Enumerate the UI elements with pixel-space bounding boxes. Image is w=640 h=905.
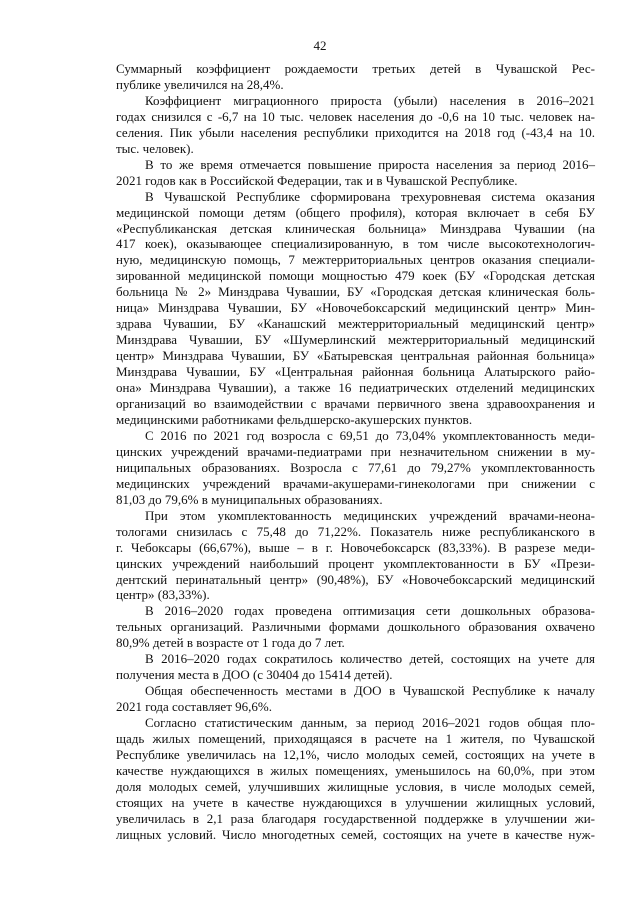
page-number: 42 xyxy=(313,38,327,53)
text-line: 417 коек), оказывающее специализированную, в том числе высокотехнологич- xyxy=(116,236,595,252)
paragraph xyxy=(116,715,595,843)
text-line: ную, медицинскую помощь, 7 межтерриториальных центров оказания специали- xyxy=(116,252,595,268)
text-line: 2021 годов как в Российской Федерации, так и в Чувашской Республике. xyxy=(116,172,518,188)
paragraph xyxy=(116,61,595,93)
paragraph xyxy=(116,508,595,604)
text-line: стоящих на учете в качестве нуждающихся в улучшении жилищных условий, xyxy=(116,794,595,810)
text-line: В то же время отмечается повышение прироста населения за период 2016– xyxy=(145,156,595,172)
document-body xyxy=(116,61,595,843)
text-line: тыс. человек). xyxy=(116,140,194,156)
text-line: здрава Чувашии, БУ «Канашский межтерриториальный медицинский центр» xyxy=(116,316,595,332)
text-line: В 2016–2020 годах проведена оптимизация сети дошкольных образова- xyxy=(145,603,595,619)
text-line: центр» Минздрава Чувашии, БУ «Батыревская центральная районная больница» xyxy=(116,348,595,364)
text-line: Общая обеспеченность местами в ДОО в Чувашской Республике к началу xyxy=(145,683,595,699)
paragraph xyxy=(116,157,595,189)
text-line: Минздрава Чувашии, БУ «Центральная районная больница Алатырского райо- xyxy=(116,364,595,380)
text-line: ница» Минздрава Чувашии, БУ «Новочебоксарский медицинский центр» Мин- xyxy=(116,300,595,316)
text-line: тельных организаций. Различными формами дошкольного образования охвачено xyxy=(116,619,595,635)
text-line: организаций во взаимодействии с врачами первичного звена здравоохранения и xyxy=(116,396,595,412)
text-line: тологами снизилась с 75,48 до 71,22%. Показатель ниже республиканского в xyxy=(116,523,595,539)
text-line: Согласно статистическим данным, за период 2016–2021 годов общая пло- xyxy=(145,715,595,731)
text-line: Суммарный коэффициент рождаемости третьих детей в Чувашской Рес- xyxy=(116,61,595,76)
text-line: медицинскими работниками фельдшерско-акушерских пунктов. xyxy=(116,411,473,427)
text-line: селения. Пик убыли населения республики приходится на 2018 год (-43,4 на 10. xyxy=(116,124,595,140)
text-line: лищных условий. Число многодетных семей, состоящих на учете в качестве нуж- xyxy=(116,826,595,842)
text-line: 81,03 до 79,6% в муниципальных образованиях. xyxy=(116,491,383,507)
text-line: «Республиканская детская клиническая больница» Минздрава Чувашии (на xyxy=(116,220,595,236)
text-line: 80,9% детей в возрасте от 1 года до 7 лет. xyxy=(116,635,345,651)
paragraph xyxy=(116,603,595,651)
paragraph xyxy=(116,93,595,157)
text-line: цинских учреждений врачами-педиатрами при незначительном снижении в му- xyxy=(116,443,595,459)
text-line: качестве нуждающихся в жилых помещениях, уменьшилось на 60,0%, при этом xyxy=(116,762,595,778)
text-line: годах снизился с -6,7 на 10 тыс. человек населения до -0,6 на 10 тыс. человек на- xyxy=(116,108,595,124)
paragraph xyxy=(116,651,595,683)
text-line: зированной медицинской помощи мощностью 479 коек (БУ «Городская детская xyxy=(116,268,595,284)
text-line: доля молодых семей, улучшивших жилищные условия, в числе молодых семей, xyxy=(116,778,595,794)
text-line: г. Чебоксары (66,67%), выше – в г. Новочебоксарск (83,33%). В разрезе меди- xyxy=(116,539,595,555)
text-line: 2021 года составляет 96,6%. xyxy=(116,699,272,715)
text-line: центр» (83,33%). xyxy=(116,587,210,603)
text-line: Коэффициент миграционного прироста (убыли) населения в 2016–2021 xyxy=(145,92,595,108)
text-line: В Чувашской Республике сформирована трехуровневая система оказания xyxy=(145,188,595,204)
text-line: медицинской помощи детям (общего профиля), которая включает в себя БУ xyxy=(116,204,595,220)
text-line: она» Минздрава Чувашии), а также 16 педиатрических отделений медицинских xyxy=(116,380,595,396)
text-line: При этом укомплектованность медицинских учреждений врачами-неона- xyxy=(145,507,595,523)
text-line: дентский перинатальный центр» (90,48%), БУ «Новочебоксарский медицинский xyxy=(116,571,595,587)
text-line: щадь жилых помещений, приходящаяся в расчете на 1 жителя, по Чувашской xyxy=(116,731,595,747)
text-line: увеличилась в 2,1 раза благодаря государственной поддержке в улучшении жи- xyxy=(116,810,595,826)
paragraph xyxy=(116,683,595,715)
text-line: получения места в ДОО (с 30404 до 15414 детей). xyxy=(116,667,393,683)
text-line: В 2016–2020 годах сократилось количество детей, состоящих на учете для xyxy=(145,651,595,667)
text-line: больница № 2» Минздрава Чувашии, БУ «Городская детская клиническая боль- xyxy=(116,284,595,300)
text-line: медицинских учреждений врачами-акушерами-гинекологами при снижении с xyxy=(116,475,595,491)
text-line: С 2016 по 2021 год возросла с 69,51 до 73,04% укомплектованность меди- xyxy=(145,427,595,443)
paragraph xyxy=(116,189,595,428)
text-line: Минздрава Чувашии, БУ «Шумерлинский межтерриториальный медицинский xyxy=(116,332,595,348)
paragraph xyxy=(116,428,595,508)
text-line: Республике увеличилась на 12,1%, число молодых семей, состоящих на учете в xyxy=(116,746,595,762)
text-line: ниципальных образованиях. Возросла с 77,61 до 79,27% укомплектованность xyxy=(116,459,595,475)
text-line: публике увеличился на 28,4%. xyxy=(116,76,284,92)
text-line: цинских учреждений наибольший процент укомплектованности в БУ «Прези- xyxy=(116,555,595,571)
